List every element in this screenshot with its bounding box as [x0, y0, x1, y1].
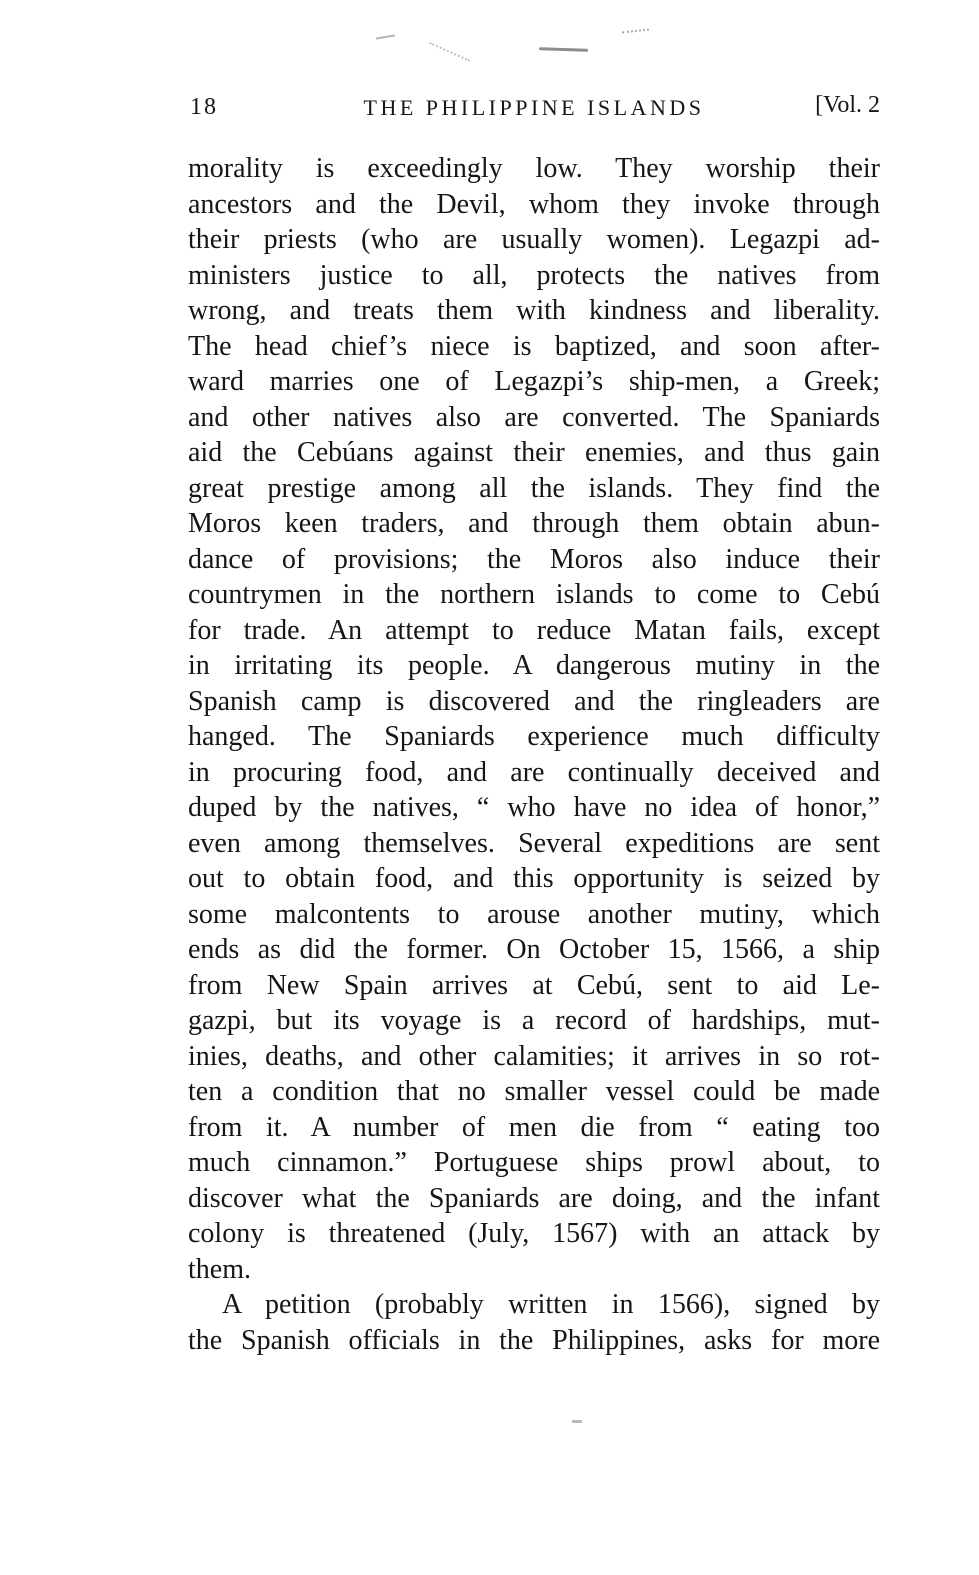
text-line: The head chief’s niece is baptized, and soon after-: [188, 330, 880, 362]
text-line: wrong, and treats them with kindness and liberality.: [188, 295, 880, 326]
text-line: colony is threatened (July, 1567) with an attack by: [188, 1218, 880, 1249]
text-line: duped by the natives, “ who have no idea of honor,”: [188, 792, 880, 823]
scan-smudge: [622, 29, 649, 34]
text-line: and other natives also are converted. The Spaniards: [188, 401, 880, 433]
text-line: ancestors and the Devil, whom they invoke through: [188, 188, 880, 220]
text-line: from New Spain arrives at Cebú, sent to aid Le-: [188, 969, 880, 1001]
text-line: them.: [188, 1253, 251, 1285]
text-line: discover what the Spaniards are doing, and the infant: [188, 1182, 880, 1214]
running-title: THE PHILIPPINE ISLANDS: [363, 95, 705, 120]
text-line: ministers justice to all, protects the natives from: [188, 259, 880, 291]
text-line: aid the Cebúans against their enemies, and thus gain: [188, 437, 880, 468]
scan-smudge: [376, 34, 395, 39]
text-line: gazpi, but its voyage is a record of hardships, mut-: [188, 1005, 880, 1036]
page-body: [188, 151, 880, 1358]
text-line: Spanish camp is discovered and the ringleaders are: [188, 685, 880, 717]
text-line: for trade. An attempt to reduce Matan fails, except: [188, 614, 880, 646]
volume-label: [Vol. 2: [815, 92, 880, 118]
running-header: [188, 92, 880, 124]
text-block: [188, 92, 880, 1358]
text-line: in procuring food, and are continually deceived and: [188, 756, 880, 788]
text-line: the Spanish officials in the Philippines, asks for more: [188, 1324, 880, 1356]
text-line: in irritating its people. A dangerous mutiny in the: [188, 650, 880, 681]
scan-smudge: [572, 1420, 582, 1423]
text-line: inies, deaths, and other calamities; it arrives in so rot-: [188, 1040, 880, 1072]
text-line: ends as did the former. On October 15, 1566, a ship: [188, 934, 880, 965]
text-line: hanged. The Spaniards experience much difficulty: [188, 721, 880, 752]
scan-smudge: [429, 42, 470, 62]
text-line: much cinnamon.” Portuguese ships prowl about, to: [188, 1147, 880, 1178]
text-line: their priests (who are usually women). Legazpi ad-: [188, 224, 880, 255]
text-line: some malcontents to arouse another mutiny, which: [188, 898, 880, 930]
text-line: ward marries one of Legazpi’s ship-men, a Greek;: [188, 366, 880, 397]
text-line: even among themselves. Several expeditions are sent: [188, 827, 880, 859]
text-line: Moros keen traders, and through them obtain abun-: [188, 508, 880, 539]
text-line: from it. A number of men die from “ eating too: [188, 1111, 880, 1143]
text-line: out to obtain food, and this opportunity is seized by: [188, 863, 880, 894]
text-line: morality is exceedingly low. They worship their: [188, 153, 880, 184]
text-line: countrymen in the northern islands to come to Cebú: [188, 579, 880, 610]
text-line: ten a condition that no smaller vessel could be made: [188, 1076, 880, 1107]
scan-smudge: [539, 47, 588, 52]
paragraph-continuation: [188, 151, 880, 1287]
page-number: 18: [190, 94, 218, 120]
text-line: A petition (probably written in 1566), signed by: [222, 1289, 880, 1320]
paragraph-petition: [188, 1287, 880, 1358]
text-line: great prestige among all the islands. They find the: [188, 472, 880, 504]
text-line: dance of provisions; the Moros also induce their: [188, 543, 880, 575]
